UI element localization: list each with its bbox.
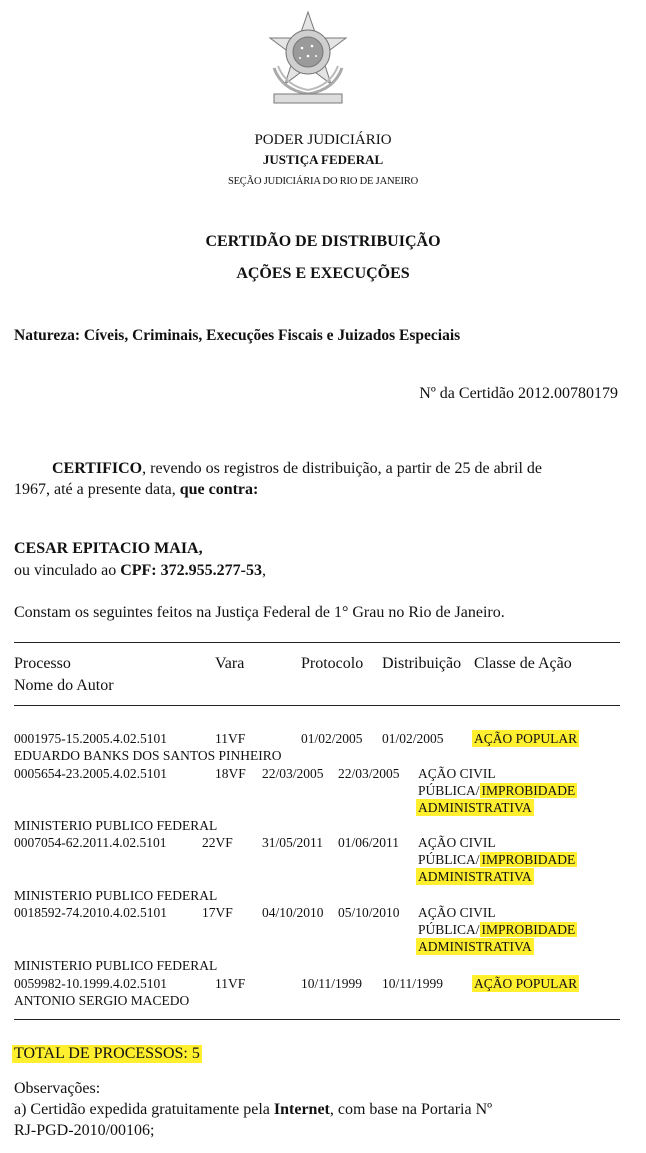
header-protocolo: Protocolo <box>301 655 364 672</box>
classe-publica: PÚBLICA/ <box>418 922 480 937</box>
header-autor: Nome do Autor <box>14 677 114 694</box>
cell-autor: MINISTERIO PUBLICO FEDERAL <box>14 818 218 833</box>
certifico-date-text: 1967, até a presente data, <box>14 481 180 498</box>
cell-classe: AÇÃO POPULAR <box>474 731 578 746</box>
cell-distribuicao: 05/10/2010 <box>338 905 400 920</box>
cell-processo: 0018592-74.2010.4.02.5101 <box>14 905 167 920</box>
cell-vara: 11VF <box>215 976 246 991</box>
header-section: SEÇÃO JUDICIÁRIA DO RIO DE JANEIRO <box>227 176 419 187</box>
cell-autor: ANTONIO SERGIO MACEDO <box>14 993 190 1008</box>
cell-vara: 17VF <box>202 905 233 920</box>
classe-improbidade: IMPROBIDADE <box>481 852 576 867</box>
cell-protocolo: 31/05/2011 <box>262 835 324 850</box>
cell-protocolo: 01/02/2005 <box>301 731 363 746</box>
constam-line: Constam os seguintes feitos na Justiça Federal de 1° Grau no Rio de Janeiro. <box>14 604 505 621</box>
total-processes: TOTAL DE PROCESSOS: 5 <box>14 1045 200 1062</box>
person-cpf-line <box>14 562 266 580</box>
cell-classe-line3: ADMINISTRATIVA <box>418 869 532 884</box>
observation-a-end: , com base na Portaria Nº <box>329 1101 493 1118</box>
observations-label: Observações: <box>14 1080 101 1097</box>
certifico-text: , revendo os registros de distribuição, a partir de 25 de abril de <box>142 460 542 477</box>
coat-of-arms-emblem <box>262 8 354 108</box>
certificate-number-label: Nº da Certidão <box>419 385 514 402</box>
cpf-suffix: , <box>261 562 266 579</box>
cell-autor: EDUARDO BANKS DOS SANTOS PINHEIRO <box>14 748 282 763</box>
cell-classe: AÇÃO POPULAR <box>474 976 578 991</box>
certifico-paragraph <box>14 458 620 500</box>
certifico-que-contra: que contra: <box>179 481 259 498</box>
classe-improbidade: IMPROBIDADE <box>481 922 576 937</box>
classe-improbidade: IMPROBIDADE <box>481 783 576 798</box>
certifico-line-2 <box>14 479 620 500</box>
cell-protocolo: 10/11/1999 <box>301 976 363 991</box>
cell-autor: MINISTERIO PUBLICO FEDERAL <box>14 958 218 973</box>
table-bottom-rule <box>14 1019 620 1020</box>
cell-classe-line2 <box>418 921 577 938</box>
cell-autor: MINISTERIO PUBLICO FEDERAL <box>14 888 218 903</box>
certifico-word: CERTIFICO <box>52 460 143 477</box>
cpf-prefix: ou vinculado ao <box>14 562 121 579</box>
cell-distribuicao: 01/02/2005 <box>382 731 444 746</box>
header-vara: Vara <box>215 655 245 672</box>
certifico-line-1 <box>14 458 620 479</box>
nature-line: Natureza: Cíveis, Criminais, Execuções Fiscais e Juizados Especiais <box>14 327 461 344</box>
certificate-number <box>419 385 618 403</box>
cell-protocolo: 04/10/2010 <box>262 905 324 920</box>
cpf-value: CPF: 372.955.277-53 <box>120 562 262 579</box>
cell-vara: 18VF <box>215 766 246 781</box>
header-classe: Classe de Ação <box>474 655 572 672</box>
cell-classe: AÇÃO CIVIL <box>418 835 496 850</box>
observation-a-line1 <box>14 1101 492 1119</box>
classe-publica: PÚBLICA/ <box>418 852 480 867</box>
cell-vara: 22VF <box>202 835 233 850</box>
cell-classe-line3: ADMINISTRATIVA <box>418 800 532 815</box>
cell-protocolo: 22/03/2005 <box>262 766 324 781</box>
cell-classe: AÇÃO CIVIL <box>418 905 496 920</box>
header-processo: Processo <box>14 655 71 672</box>
cell-classe-line3: ADMINISTRATIVA <box>418 939 532 954</box>
observation-a-text: a) Certidão expedida gratuitamente pela <box>14 1101 274 1118</box>
cell-distribuicao: 01/06/2011 <box>338 835 400 850</box>
table-header-rule <box>14 705 620 706</box>
cell-vara: 11VF <box>215 731 246 746</box>
observation-a-internet: Internet <box>273 1101 330 1118</box>
observation-a-line2: RJ-PGD-2010/00106; <box>14 1122 155 1139</box>
cell-classe: AÇÃO CIVIL <box>418 766 496 781</box>
cell-classe-line2 <box>418 782 577 799</box>
person-name: CESAR EPITACIO MAIA, <box>14 540 203 557</box>
table-top-rule <box>14 642 620 643</box>
cell-processo: 0059982-10.1999.4.02.5101 <box>14 976 167 991</box>
header-court-power: PODER JUDICIÁRIO <box>254 132 392 148</box>
document-subtitle: AÇÕES E EXECUÇÕES <box>236 265 410 282</box>
cell-processo: 0005654-23.2005.4.02.5101 <box>14 766 167 781</box>
cell-processo: 0001975-15.2005.4.02.5101 <box>14 731 167 746</box>
classe-publica: PÚBLICA/ <box>418 783 480 798</box>
cell-processo: 0007054-62.2011.4.02.5101 <box>14 835 167 850</box>
header-distribuicao: Distribuição <box>382 655 462 672</box>
cell-distribuicao: 10/11/1999 <box>382 976 444 991</box>
cell-distribuicao: 22/03/2005 <box>338 766 400 781</box>
document-title: CERTIDÃO DE DISTRIBUIÇÃO <box>205 233 441 250</box>
certificate-number-value: 2012.00780179 <box>518 385 618 402</box>
header-justice: JUSTIÇA FEDERAL <box>262 152 384 167</box>
cell-classe-line2 <box>418 851 577 868</box>
